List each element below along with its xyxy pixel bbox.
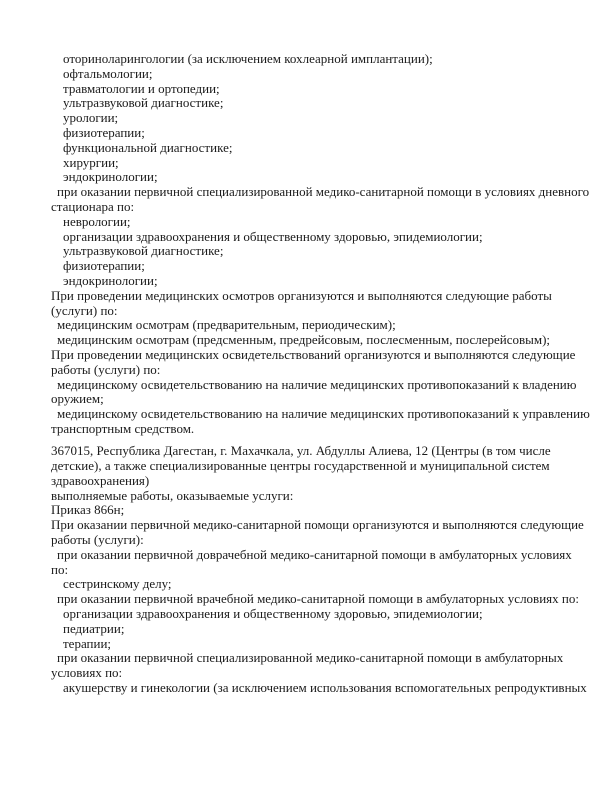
text-line: здравоохранения) <box>51 472 150 488</box>
text-line: стационара по: <box>51 198 135 214</box>
text-line: по: <box>51 561 69 577</box>
text-line: эндокринологии; <box>63 272 158 288</box>
text-line: хирургии; <box>63 154 119 170</box>
text-line: при оказании первичной специализированной медико-санитарной помощи в амбулаторных <box>57 650 564 666</box>
text-line: медицинскому освидетельствованию на наличие медицинских противопоказаний к управлению <box>57 406 590 422</box>
text-line: медицинскому освидетельствованию на наличие медицинских противопоказаний к владению <box>57 376 577 392</box>
text-line: травматологии и ортопедии; <box>63 80 220 96</box>
text-line: оториноларингологии (за исключением кохлеарной имплантации); <box>63 51 433 66</box>
text-line: педиатрии; <box>63 620 125 636</box>
text-line: терапии; <box>63 635 112 651</box>
text-line: При проведении медицинских освидетельствований организуются и выполняются следующие <box>51 346 576 362</box>
text-line: при оказании первичной доврачебной медико-санитарной помощи в амбулаторных условиях <box>57 546 572 562</box>
text-line: физиотерапии; <box>63 124 145 140</box>
text-line: При проведении медицинских осмотров организуются и выполняются следующие работы <box>51 287 552 303</box>
text-line: функциональной диагностике; <box>63 139 233 155</box>
text-line: неврологии; <box>63 213 131 229</box>
text-line: при оказании первичной специализированной медико-санитарной помощи в условиях дневного <box>57 184 590 200</box>
text-line: (услуги) по: <box>51 302 118 318</box>
text-line: детские), а также специализированные центры государственной и муниципальной систем <box>51 458 550 474</box>
text-line: сестринскому делу; <box>63 576 172 592</box>
text-line: условиях по: <box>51 665 123 681</box>
text-line: 367015, Республика Дагестан, г. Махачкала, ул. Абдуллы Алиева, 12 (Центры (в том числе <box>51 443 551 459</box>
text-line: организации здравоохранения и общественному здоровью, эпидемиологии; <box>63 228 483 244</box>
text-line: Приказ 866н; <box>51 502 125 518</box>
text-line: при оказании первичной врачебной медико-санитарной помощи в амбулаторных условиях по: <box>57 591 579 607</box>
document-text <box>51 52 591 696</box>
text-line: ультразвуковой диагностике; <box>63 95 224 111</box>
text-line: оружием; <box>51 391 104 407</box>
text-line: выполняемые работы, оказываемые услуги: <box>51 487 294 503</box>
text-line: физиотерапии; <box>63 258 145 274</box>
text-line: акушерству и гинекологии (за исключением использования вспомогательных репродуктивных <box>63 679 587 695</box>
text-line: урологии; <box>63 110 119 126</box>
text-line: офтальмологии; <box>63 65 153 81</box>
text-line: организации здравоохранения и общественному здоровью, эпидемиологии; <box>63 605 483 621</box>
text-line: ультразвуковой диагностике; <box>63 243 224 259</box>
text-line: транспортным средством. <box>51 420 195 436</box>
text-line: работы (услуги) по: <box>51 361 161 377</box>
text-line: медицинским осмотрам (предварительным, периодическим); <box>57 317 396 333</box>
text-line: работы (услуги): <box>51 532 144 547</box>
text-line: эндокринологии; <box>63 169 158 185</box>
text-line: медицинским осмотрам (предсменным, предрейсовым, послесменным, послерейсовым); <box>57 332 551 348</box>
text-line: При оказании первичной медико-санитарной помощи организуются и выполняются следующие <box>51 517 584 533</box>
